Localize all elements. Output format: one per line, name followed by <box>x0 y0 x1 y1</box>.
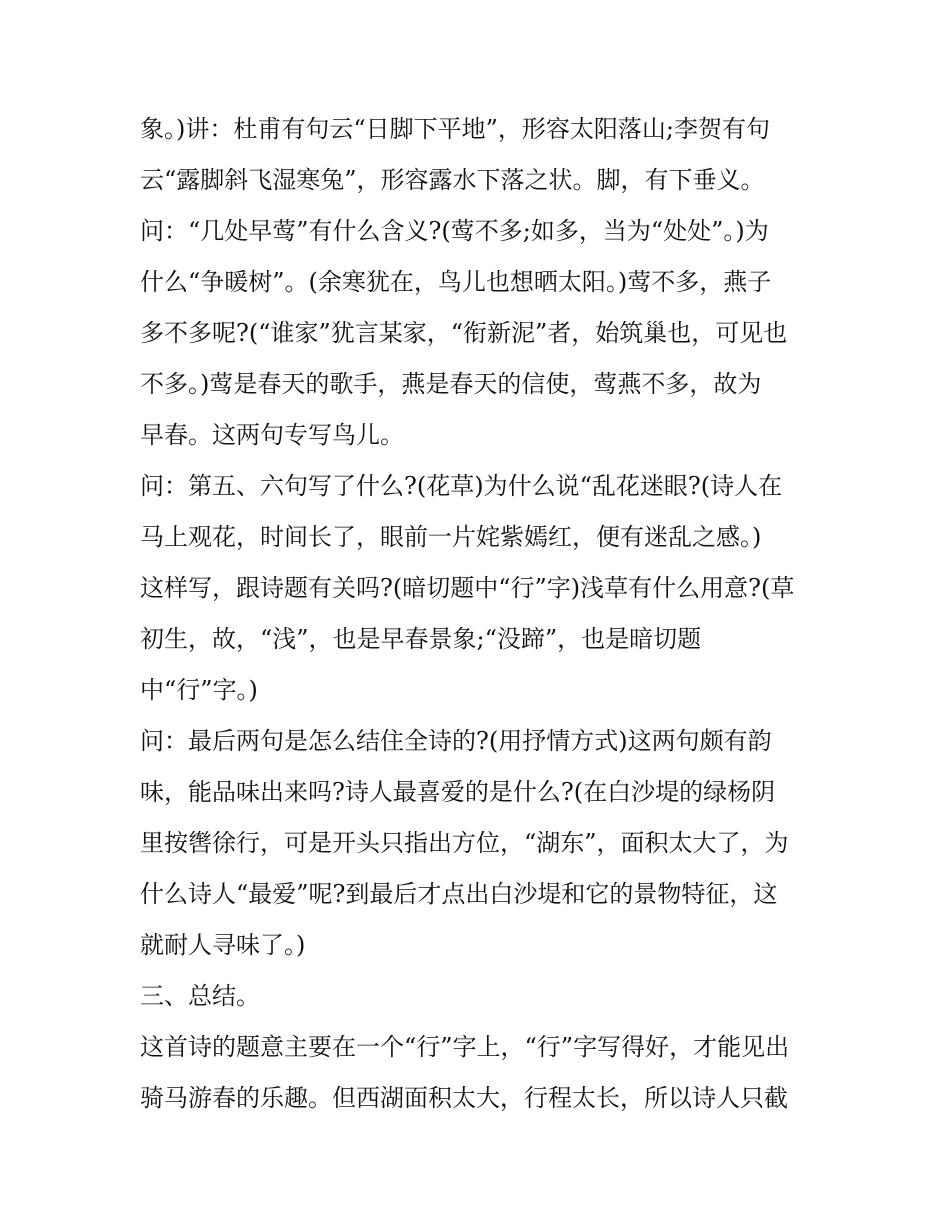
text-line: 味，能品味出来吗?诗人最喜爱的是什么?(在白沙堤的绿杨阴 <box>140 778 776 806</box>
text-line: 象。)讲：杜甫有句云“日脚下平地”，形容太阳落山;李贺有句 <box>140 115 770 143</box>
text-line: 马上观花，时间长了，眼前一片姹紫嫣红，便有迷乱之感。) <box>140 523 762 551</box>
body-text <box>140 104 830 1124</box>
text-line: 三、总结。 <box>140 982 260 1010</box>
text-line: 多不多呢?(“谁家”犹言某家，“衔新泥”者，始筑巢也，可见也 <box>140 319 788 347</box>
text-line: 这首诗的题意主要在一个“行”字上，“行”字写得好，才能见出 <box>140 1033 790 1061</box>
text-line: 就耐人寻味了。) <box>140 931 306 959</box>
text-line: 骑马游春的乐趣。但西湖面积太大，行程太长，所以诗人只截 <box>140 1084 788 1112</box>
text-line: 这样写，跟诗题有关吗?(暗切题中“行”字)浅草有什么用意?(草 <box>140 574 795 602</box>
text-line: 里按辔徐行，可是开头只指出方位，“湖东”，面积太大了，为 <box>140 829 789 857</box>
text-line: 云“露脚斜飞湿寒兔”，形容露水下落之状。脚，有下垂义。 <box>140 166 765 194</box>
text-line: 问：“几处早莺”有什么含义?(莺不多;如多，当为“处处”。)为 <box>140 217 769 245</box>
text-line: 初生，故，“浅”，也是早春景象;“没蹄”，也是暗切题 <box>140 625 702 653</box>
text-line: 中“行”字。) <box>140 676 258 704</box>
text-line: 什么“争暖树”。(余寒犹在，鸟儿也想晒太阳。)莺不多，燕子 <box>140 268 772 296</box>
text-line: 问：最后两句是怎么结住全诗的?(用抒情方式)这两句颇有韵 <box>140 727 772 755</box>
text-line: 什么诗人“最爱”呢?到最后才点出白沙堤和它的景物特征，这 <box>140 880 778 908</box>
text-line: 问：第五、六句写了什么?(花草)为什么说“乱花迷眼?(诗人在 <box>140 472 783 500</box>
text-line: 早春。这两句专写鸟儿。 <box>140 421 404 449</box>
text-line: 不多。)莺是春天的歌手，燕是春天的信使，莺燕不多，故为 <box>140 370 762 398</box>
